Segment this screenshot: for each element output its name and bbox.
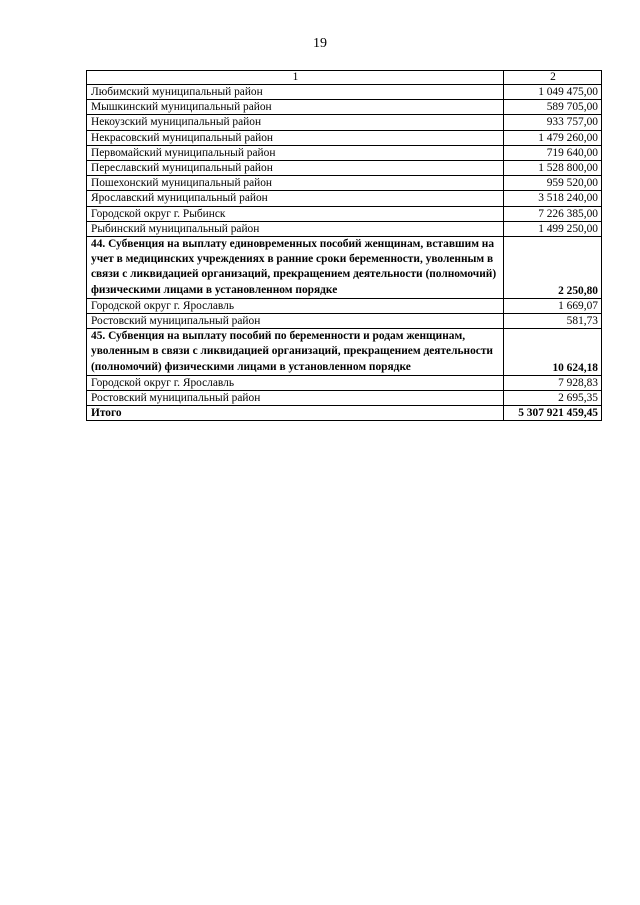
table-row xyxy=(87,206,602,221)
table-row xyxy=(87,314,602,329)
row-amount: 7 226 385,00 xyxy=(504,206,602,221)
table-header-row xyxy=(87,71,602,85)
table-row xyxy=(87,100,602,115)
row-name: Ростовский муниципальный район xyxy=(87,391,504,406)
row-amount: 1 049 475,00 xyxy=(504,85,602,100)
table-row xyxy=(87,115,602,130)
row-name: Ярославский муниципальный район xyxy=(87,191,504,206)
table-row xyxy=(87,375,602,390)
row-name: Ростовский муниципальный район xyxy=(87,314,504,329)
section-45-amount: 10 624,18 xyxy=(504,329,602,376)
table-row xyxy=(87,130,602,145)
row-amount: 2 695,35 xyxy=(504,391,602,406)
table-row xyxy=(87,391,602,406)
total-row xyxy=(87,406,602,421)
table-row xyxy=(87,145,602,160)
row-amount: 719 640,00 xyxy=(504,145,602,160)
section-45-title: 45. Субвенция на выплату пособий по беременности и родам женщинам, уволенным в связи с ликвидацией организаций, прекращением деятельности (полномочий) физическими лицами в установленном порядке xyxy=(87,329,504,376)
section-44-row xyxy=(87,237,602,299)
row-amount: 1 479 260,00 xyxy=(504,130,602,145)
section-45-row xyxy=(87,329,602,376)
row-name: Мышкинский муниципальный район xyxy=(87,100,504,115)
row-name: Переславский муниципальный район xyxy=(87,161,504,176)
column-header-2: 2 xyxy=(504,71,602,85)
table-row xyxy=(87,161,602,176)
row-amount: 589 705,00 xyxy=(504,100,602,115)
row-name: Некоузский муниципальный район xyxy=(87,115,504,130)
table-row xyxy=(87,298,602,313)
table-row xyxy=(87,85,602,100)
total-label: Итого xyxy=(87,406,504,421)
row-amount: 933 757,00 xyxy=(504,115,602,130)
table-row xyxy=(87,176,602,191)
row-amount: 3 518 240,00 xyxy=(504,191,602,206)
row-amount: 1 669,07 xyxy=(504,298,602,313)
row-name: Городской округ г. Ярославль xyxy=(87,375,504,390)
row-amount: 1 499 250,00 xyxy=(504,221,602,236)
row-name: Некрасовский муниципальный район xyxy=(87,130,504,145)
row-name: Пошехонский муниципальный район xyxy=(87,176,504,191)
section-44-title: 44. Субвенция на выплату единовременных пособий женщинам, вставшим на учет в медицинских учреждениях в ранние сроки беременности, уволенным в связи с ликвидацией организаций, прекращением деятельности (полномочий) физическими лицами в установленном порядке xyxy=(87,237,504,299)
row-name: Городской округ г. Ярославль xyxy=(87,298,504,313)
row-name: Рыбинский муниципальный район xyxy=(87,221,504,236)
row-name: Городской округ г. Рыбинск xyxy=(87,206,504,221)
page-number: 19 xyxy=(313,36,327,51)
row-amount: 581,73 xyxy=(504,314,602,329)
subvention-table xyxy=(86,70,602,421)
row-amount: 1 528 800,00 xyxy=(504,161,602,176)
table-row xyxy=(87,221,602,236)
row-name: Первомайский муниципальный район xyxy=(87,145,504,160)
column-header-1: 1 xyxy=(87,71,504,85)
row-amount: 959 520,00 xyxy=(504,176,602,191)
table-row xyxy=(87,191,602,206)
row-amount: 7 928,83 xyxy=(504,375,602,390)
row-name: Любимский муниципальный район xyxy=(87,85,504,100)
total-amount: 5 307 921 459,45 xyxy=(504,406,602,421)
section-44-amount: 2 250,80 xyxy=(504,237,602,299)
